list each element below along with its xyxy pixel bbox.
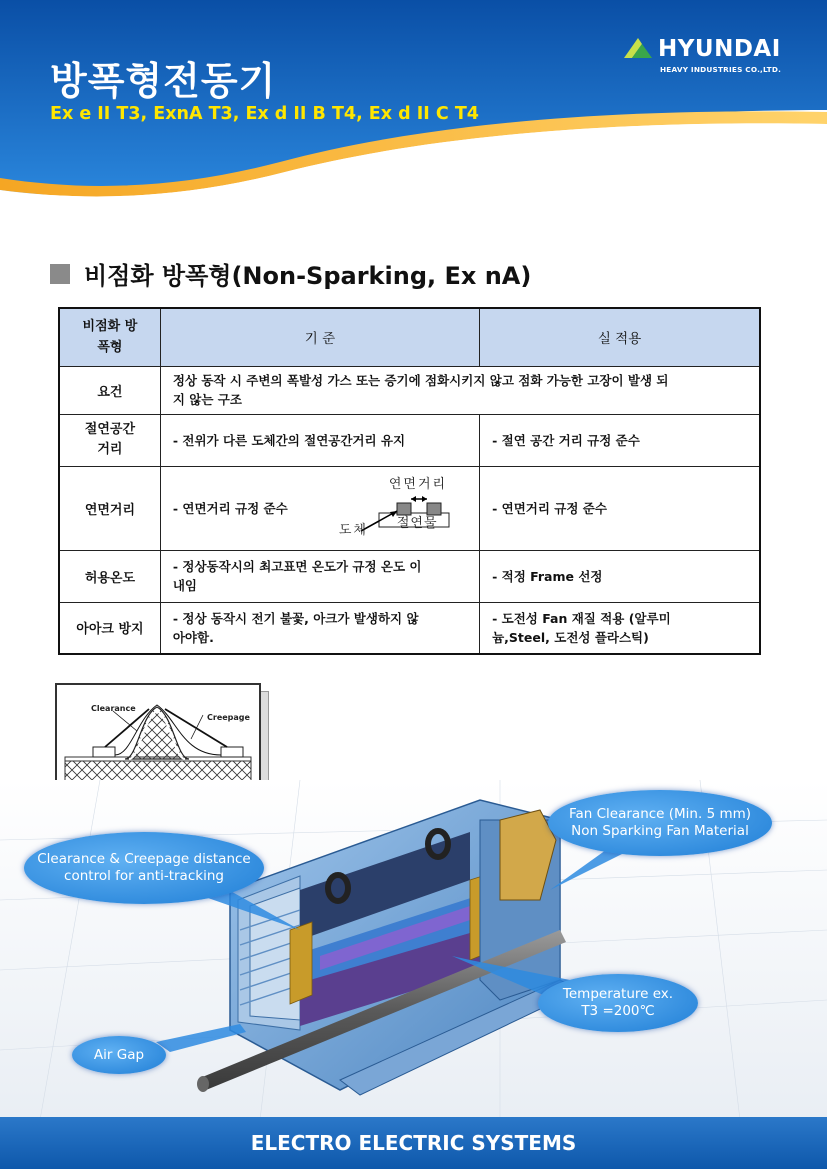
header-type: 비점화 방폭형 bbox=[59, 308, 160, 366]
row-application: - 절연 공간 거리 규정 준수 bbox=[480, 414, 760, 466]
row-label: 아아크 방지 bbox=[59, 602, 160, 654]
table-row bbox=[59, 466, 760, 550]
row-application: - 적정 Frame 선정 bbox=[480, 550, 760, 602]
callout-air-gap: Air Gap bbox=[72, 1036, 166, 1074]
page-subtitle: Ex e II T3, ExnA T3, Ex d II B T4, Ex d II C T4 bbox=[50, 104, 479, 124]
row-criteria bbox=[160, 466, 479, 550]
logo-subtitle: HEAVY INDUSTRIES CO.,LTD. bbox=[660, 65, 782, 74]
table-header-row bbox=[59, 308, 760, 366]
row-label: 요건 bbox=[59, 366, 160, 414]
page-footer bbox=[0, 1117, 827, 1169]
callout-fan-clearance: Fan Clearance (Min. 5 mm) Non Sparking Fan Material bbox=[548, 790, 772, 856]
spec-table bbox=[58, 307, 761, 655]
logo-name: HYUNDAI bbox=[658, 36, 781, 62]
row-label: 허용온도 bbox=[59, 550, 160, 602]
row-label: 연면거리 bbox=[59, 466, 160, 550]
page-header bbox=[0, 0, 827, 210]
creepage-label: Creepage bbox=[207, 713, 250, 722]
table-row bbox=[59, 366, 760, 414]
motor-illustration-area bbox=[0, 780, 827, 1120]
page-title: 방폭형전동기 bbox=[50, 59, 277, 103]
square-bullet-icon bbox=[50, 264, 70, 284]
hyundai-logo bbox=[622, 36, 802, 76]
callout-clearance-creepage: Clearance & Creepage distance control for anti-tracking bbox=[24, 832, 264, 904]
row-label: 절연공간 거리 bbox=[59, 414, 160, 466]
row-criteria: 정상 동작 시 주변의 폭발성 가스 또는 증기에 점화시키지 않고 점화 가능한 고장이 발생 되지 않는 구조 bbox=[160, 366, 760, 414]
criteria-text: - 연면거리 규정 준수 bbox=[172, 500, 288, 516]
header-application: 실 적용 bbox=[480, 308, 760, 366]
section-title: 비점화 방폭형(Non-Sparking, Ex nA) bbox=[84, 262, 532, 290]
section-heading bbox=[50, 256, 531, 291]
logo-triangle-icon bbox=[622, 36, 654, 60]
header-criteria: 기 준 bbox=[160, 308, 479, 366]
row-criteria: - 전위가 다른 도체간의 절연공간거리 유지 bbox=[160, 414, 479, 466]
row-criteria: - 정상 동작시 전기 불꽃, 아크가 발생하지 않아야함. bbox=[160, 602, 479, 654]
callout-temperature: Temperature ex. T3 =200℃ bbox=[538, 974, 698, 1032]
clearance-label: Clearance bbox=[91, 704, 136, 713]
insulator-label: 절연물 bbox=[396, 515, 438, 531]
creepage-label: 연면거리 bbox=[388, 476, 448, 492]
row-criteria: - 정상동작시의 최고표면 온도가 규정 온도 이내임 bbox=[160, 550, 479, 602]
row-application: - 도전성 Fan 재질 적용 (알루미늄,Steel, 도전성 플라스틱) bbox=[480, 602, 760, 654]
table-row bbox=[59, 414, 760, 466]
footer-text: ELECTRO ELECTRIC SYSTEMS bbox=[250, 1131, 577, 1155]
row-application: - 연면거리 규정 준수 bbox=[480, 466, 760, 550]
conductor-label: 도체 bbox=[338, 522, 368, 538]
table-row bbox=[59, 550, 760, 602]
table-row bbox=[59, 602, 760, 654]
